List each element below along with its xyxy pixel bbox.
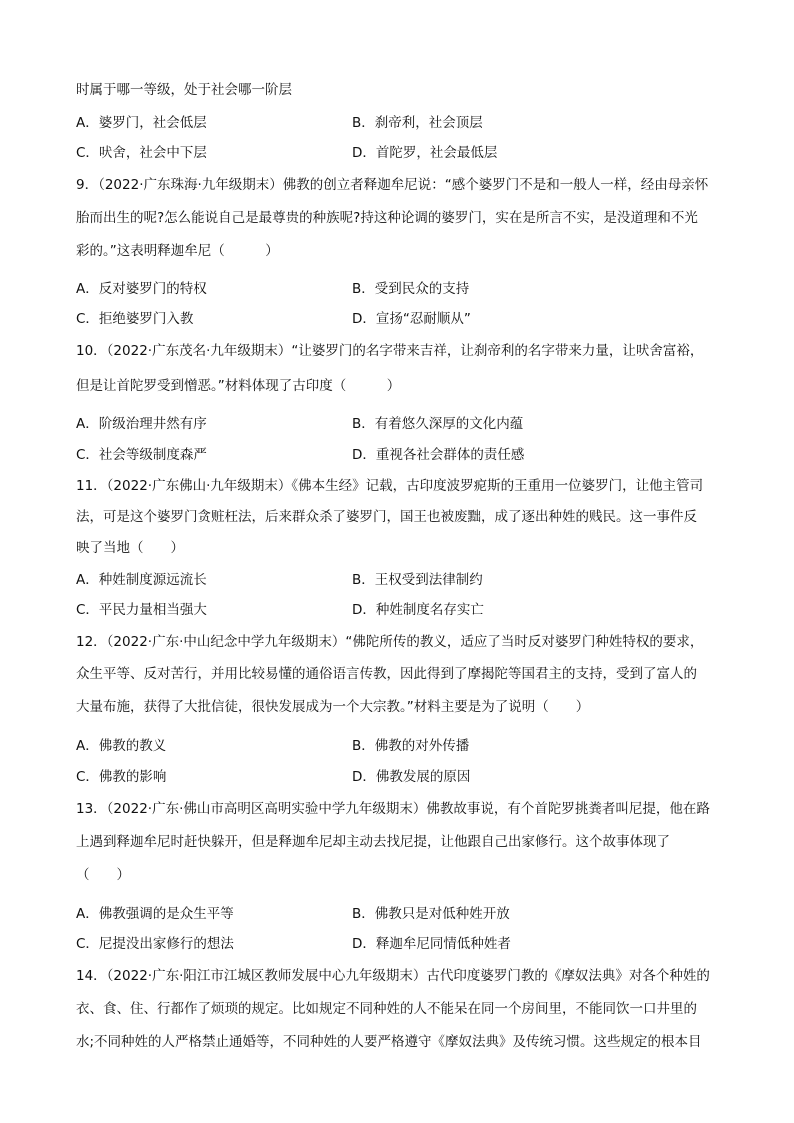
question-12-option-b[interactable]: B．佛教的对外传播 [352, 738, 470, 754]
question-11-option-c[interactable]: C．平民力量相当强大 [76, 602, 207, 618]
question-14-line-3: 水;不同种姓的人严格禁止通婚等，不同种姓的人要严格遵守《摩奴法典》及传统习惯。这些规定的根本目 [76, 1034, 702, 1050]
question-12-line-2: 众生平等、反对苦行，并用比较易懂的通俗语言传教，因此得到了摩揭陀等国君主的支持，受到了富人的 [76, 666, 697, 682]
question-13-line-2: 上遇到释迦牟尼时赶快躲开，但是释迦牟尼却主动去找尼提，让他跟自己出家修行。这个故事体现了 [76, 834, 670, 850]
question-11-line-2: 法，可是这个婆罗门贪赃枉法，后来群众杀了婆罗门，国王也被废黜，成了逐出种姓的贱民。这一事件反 [76, 509, 697, 525]
question-10-option-d[interactable]: D．重视各社会群体的责任感 [352, 447, 525, 463]
option-a[interactable]: A．婆罗门，社会低层 [76, 115, 207, 131]
question-13-option-c[interactable]: C．尼提没出家修行的想法 [76, 936, 234, 952]
option-b[interactable]: B．刹帝利，社会顶层 [352, 115, 483, 131]
question-10-line-1: 10．（2022·广东茂名·九年级期末）“让婆罗门的名字带来吉祥，让刹帝利的名字带来力量，让吠舍富裕， [76, 343, 704, 359]
question-12-option-d[interactable]: D．佛教发展的原因 [352, 769, 471, 785]
question-13-option-d[interactable]: D．释迦牟尼同情低种姓者 [352, 936, 511, 952]
question-10-option-c[interactable]: C．社会等级制度森严 [76, 447, 207, 463]
question-9-line-3: 彩的。”这表明释迦牟尼（ ） [76, 243, 279, 259]
question-9-option-c[interactable]: C．拒绝婆罗门入教 [76, 311, 194, 327]
question-9-option-a[interactable]: A．反对婆罗门的特权 [76, 281, 207, 297]
question-9-option-d[interactable]: D．宣扬“忍耐顺从” [352, 311, 471, 327]
question-9-option-b[interactable]: B．受到民众的支持 [352, 281, 470, 297]
question-13-line-3: （ ） [76, 867, 130, 883]
question-13-option-a[interactable]: A．佛教强调的是众生平等 [76, 906, 234, 922]
question-11-option-a[interactable]: A．种姓制度源远流长 [76, 572, 207, 588]
question-13-option-b[interactable]: B．佛教只是对低种姓开放 [352, 906, 510, 922]
question-11-option-b[interactable]: B．王权受到法律制约 [352, 572, 483, 588]
question-14-line-2: 衣、食、住、行都作了烦琐的规定。比如规定不同种姓的人不能呆在同一个房间里，不能同饮一口井里的 [76, 1001, 697, 1017]
question-9-line-2: 胎而出生的呢?怎么能说自己是最尊贵的种族呢?持这种论调的婆罗门，实在是所言不实，是没道理和不光 [76, 210, 698, 226]
question-12-option-a[interactable]: A．佛教的教义 [76, 738, 167, 754]
question-14-line-1: 14．（2022·广东·阳江市江城区教师发展中心九年级期末）古代印度婆罗门教的《摩奴法典》对各个种姓的 [76, 968, 710, 984]
question-11-option-d[interactable]: D．种姓制度名存实亡 [352, 602, 484, 618]
question-10-option-b[interactable]: B．有着悠久深厚的文化内蕴 [352, 416, 524, 432]
option-c[interactable]: C．吠舍，社会中下层 [76, 145, 207, 161]
question-text-line: 时属于哪一等级，处于社会哪一阶层 [76, 82, 292, 98]
question-12-option-c[interactable]: C．佛教的影响 [76, 769, 167, 785]
question-9-line-1: 9．（2022·广东珠海·九年级期末）佛教的创立者释迦牟尼说：“感个婆罗门不是和一般人一样，经由母亲怀 [76, 177, 709, 193]
option-d[interactable]: D．首陀罗，社会最低层 [352, 145, 498, 161]
question-10-option-a[interactable]: A．阶级治理井然有序 [76, 416, 207, 432]
question-12-line-1: 12．（2022·广东·中山纪念中学九年级期末）“佛陀所传的教义，适应了当时反对婆罗门种姓特权的要求， [76, 634, 704, 650]
question-10-line-2: 但是让首陀罗受到憎恶。”材料体现了古印度（ ） [76, 378, 401, 394]
question-12-line-3: 大量布施，获得了大批信徒，很快发展成为一个大宗教。”材料主要是为了说明（ ） [76, 699, 590, 715]
question-11-line-3: 映了当地（ ） [76, 540, 184, 556]
question-11-line-1: 11．（2022·广东佛山·九年级期末）《佛本生经》记载，古印度波罗痆斯的王重用一位婆罗门，让他主管司 [76, 478, 704, 494]
question-13-line-1: 13．（2022·广东·佛山市高明区高明实验中学九年级期末）佛教故事说，有个首陀罗挑粪者叫尼提，他在路 [76, 801, 710, 817]
